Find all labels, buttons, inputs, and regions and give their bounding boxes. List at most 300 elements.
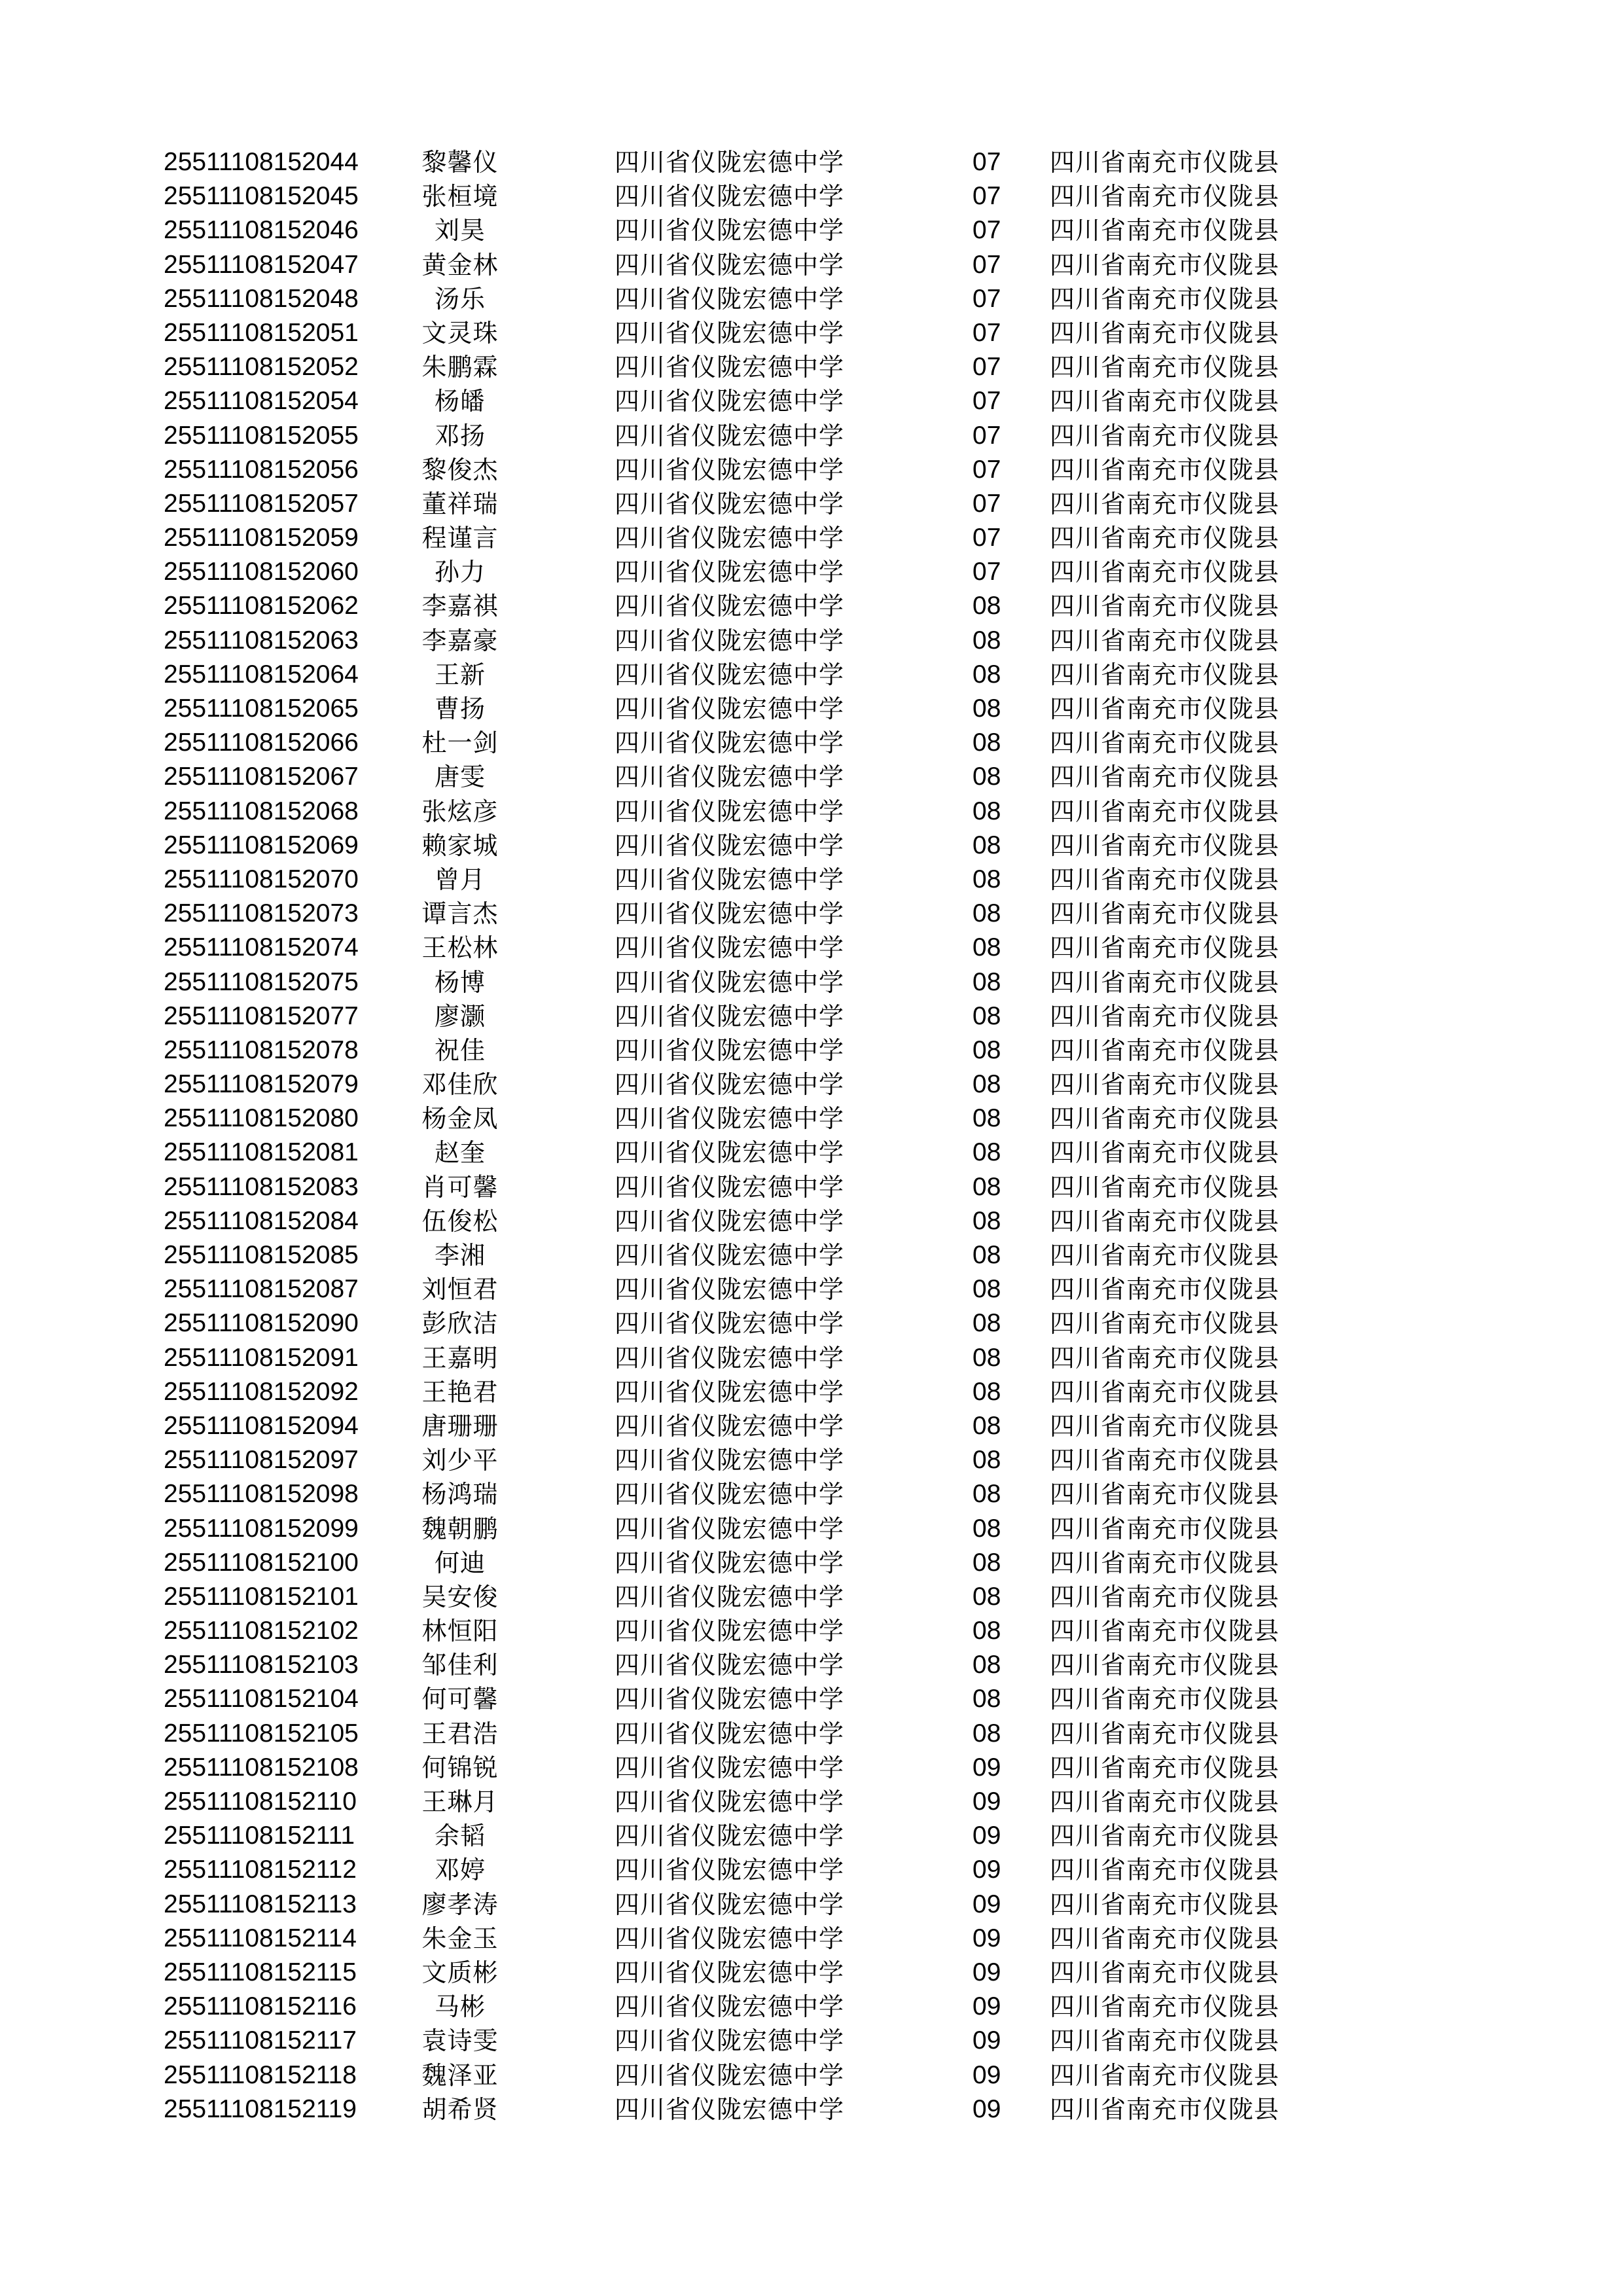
school-name-cell: 四川省仪陇宏德中学 [615,1172,845,1202]
school-name-cell: 四川省仪陇宏德中学 [615,1890,845,1919]
region-cell: 四川省南充市仪陇县 [1050,865,1280,894]
table-row [0,248,1623,282]
school-name-cell: 四川省仪陇宏德中学 [615,1958,845,1987]
candidate-id-cell: 25511108152101 [164,1582,359,1611]
region-cell: 四川省南充市仪陇县 [1050,1514,1280,1543]
candidate-id-cell: 25511108152057 [164,489,359,518]
region-cell: 四川省南充市仪陇县 [1050,1104,1280,1134]
class-code-cell: 08 [972,1070,1001,1099]
table-row [0,145,1623,179]
region-cell: 四川省南充市仪陇县 [1050,1309,1280,1338]
region-cell: 四川省南充市仪陇县 [1050,1685,1280,1714]
school-name-cell: 四川省仪陇宏德中学 [615,1070,845,1100]
table-row [0,1956,1623,1990]
student-name-cell: 魏朝鹏 [421,1514,499,1543]
candidate-id-cell: 25511108152102 [164,1617,359,1645]
school-name-cell: 四川省仪陇宏德中学 [615,318,845,348]
table-row [0,999,1623,1033]
table-row [0,1888,1623,1922]
candidate-id-cell: 25511108152103 [164,1651,359,1679]
table-row [0,931,1623,965]
student-name-cell: 祝佳 [434,1035,486,1065]
table-row [0,965,1623,999]
school-name-cell: 四川省仪陇宏德中学 [615,694,845,723]
student-name-cell: 文质彬 [421,1958,499,1987]
candidate-id-cell: 25511108152114 [164,1924,357,1952]
school-name-cell: 四川省仪陇宏德中学 [615,353,845,382]
region-cell: 四川省南充市仪陇县 [1050,1719,1280,1748]
candidate-id-cell: 25511108152054 [164,387,359,416]
region-cell: 四川省南充市仪陇县 [1050,728,1280,758]
candidate-id-cell: 25511108152091 [164,1343,359,1372]
table-row [0,2092,1623,2126]
candidate-id-cell: 25511108152080 [164,1104,359,1133]
student-name-cell: 廖灏 [434,1001,486,1031]
class-code-cell: 08 [972,933,1001,962]
school-name-cell: 四川省仪陇宏德中学 [615,1480,845,1509]
region-cell: 四川省南充市仪陇县 [1050,694,1280,723]
table-row [0,419,1623,453]
region-cell: 四川省南充市仪陇县 [1050,318,1280,348]
table-row [0,2024,1623,2058]
region-cell: 四川省南充市仪陇县 [1050,455,1280,484]
class-code-cell: 08 [972,762,1001,791]
class-code-cell: 08 [972,626,1001,655]
table-row [0,692,1623,726]
student-name-cell: 杜一剑 [421,728,499,758]
candidate-id-cell: 25511108152105 [164,1719,359,1748]
candidate-id-cell: 25511108152112 [164,1856,357,1884]
student-name-cell: 邓扬 [434,421,486,450]
school-name-cell: 四川省仪陇宏德中学 [615,250,845,279]
class-code-cell: 09 [972,1753,1001,1782]
candidate-id-cell: 25511108152074 [164,933,359,962]
class-code-cell: 08 [972,1309,1001,1338]
candidate-id-cell: 25511108152055 [164,421,359,450]
class-code-cell: 08 [972,1651,1001,1679]
class-code-cell: 08 [972,1138,1001,1167]
region-cell: 四川省南充市仪陇县 [1050,524,1280,553]
class-code-cell: 08 [972,1172,1001,1201]
class-code-cell: 07 [972,250,1001,279]
student-name-cell: 朱金玉 [421,1924,499,1953]
class-code-cell: 09 [972,2060,1001,2089]
candidate-id-cell: 25511108152118 [164,2060,357,2089]
region-cell: 四川省南充市仪陇县 [1050,967,1280,997]
candidate-id-cell: 25511108152092 [164,1377,359,1406]
candidate-id-cell: 25511108152075 [164,967,359,996]
region-cell: 四川省南充市仪陇县 [1050,1617,1280,1646]
candidate-id-cell: 25511108152116 [164,1992,357,2021]
region-cell: 四川省南充市仪陇县 [1050,762,1280,792]
table-row [0,521,1623,555]
class-code-cell: 09 [972,1924,1001,1952]
student-name-cell: 李嘉祺 [421,592,499,621]
school-name-cell: 四川省仪陇宏德中学 [615,1992,845,2022]
table-row [0,760,1623,794]
school-name-cell: 四川省仪陇宏德中学 [615,1104,845,1134]
region-cell: 四川省南充市仪陇县 [1050,2026,1280,2056]
student-name-cell: 曹扬 [434,694,486,723]
region-cell: 四川省南充市仪陇县 [1050,1001,1280,1031]
region-cell: 四川省南充市仪陇县 [1050,558,1280,587]
candidate-id-cell: 25511108152056 [164,455,359,484]
school-name-cell: 四川省仪陇宏德中学 [615,421,845,450]
school-name-cell: 四川省仪陇宏德中学 [615,762,845,792]
region-cell: 四川省南充市仪陇县 [1050,1856,1280,1885]
table-row [0,1990,1623,2024]
candidate-id-cell: 25511108152060 [164,558,359,586]
school-name-cell: 四川省仪陇宏德中学 [615,284,845,314]
school-name-cell: 四川省仪陇宏德中学 [615,1377,845,1407]
region-cell: 四川省南充市仪陇县 [1050,1480,1280,1509]
student-name-cell: 肖可馨 [421,1172,499,1202]
region-cell: 四川省南充市仪陇县 [1050,1651,1280,1680]
table-row [0,1853,1623,1887]
candidate-id-cell: 25511108152117 [164,2026,357,2055]
region-cell: 四川省南充市仪陇县 [1050,1548,1280,1577]
student-name-cell: 王琳月 [421,1787,499,1816]
class-code-cell: 08 [972,831,1001,859]
school-name-cell: 四川省仪陇宏德中学 [615,1138,845,1168]
candidate-id-cell: 25511108152113 [164,1890,357,1918]
student-name-cell: 王艳君 [421,1377,499,1407]
candidate-id-cell: 25511108152090 [164,1309,359,1338]
region-cell: 四川省南充市仪陇县 [1050,1411,1280,1441]
school-name-cell: 四川省仪陇宏德中学 [615,899,845,929]
student-name-cell: 胡希贤 [421,2094,499,2124]
candidate-id-cell: 25511108152052 [164,353,359,382]
school-name-cell: 四川省仪陇宏德中学 [615,1856,845,1885]
candidate-id-cell: 25511108152098 [164,1480,359,1509]
candidate-id-cell: 25511108152065 [164,694,359,723]
region-cell: 四川省南充市仪陇县 [1050,1206,1280,1236]
table-row [0,1272,1623,1306]
student-name-cell: 王新 [434,660,486,689]
student-name-cell: 程谨言 [421,524,499,553]
region-cell: 四川省南充市仪陇县 [1050,182,1280,211]
class-code-cell: 07 [972,182,1001,211]
student-name-cell: 王君浩 [421,1719,499,1748]
table-row [0,1102,1623,1136]
table-row [0,1409,1623,1443]
school-name-cell: 四川省仪陇宏德中学 [615,1206,845,1236]
region-cell: 四川省南充市仪陇县 [1050,284,1280,314]
class-code-cell: 07 [972,455,1001,484]
class-code-cell: 08 [972,1241,1001,1269]
class-code-cell: 08 [972,1206,1001,1235]
school-name-cell: 四川省仪陇宏德中学 [615,148,845,177]
student-name-cell: 吴安俊 [421,1582,499,1611]
table-row [0,1341,1623,1375]
region-cell: 四川省南充市仪陇县 [1050,831,1280,860]
region-cell: 四川省南充市仪陇县 [1050,797,1280,826]
table-row [0,1067,1623,1102]
student-name-cell: 袁诗雯 [421,2026,499,2056]
class-code-cell: 08 [972,1514,1001,1543]
class-code-cell: 08 [972,592,1001,620]
class-code-cell: 07 [972,353,1001,382]
table-row [0,658,1623,692]
region-cell: 四川省南充市仪陇县 [1050,1582,1280,1611]
region-cell: 四川省南充市仪陇县 [1050,1753,1280,1782]
class-code-cell: 08 [972,1411,1001,1440]
table-row [0,624,1623,658]
class-code-cell: 07 [972,318,1001,347]
student-name-cell: 彭欣洁 [421,1309,499,1338]
student-name-cell: 张炫彦 [421,797,499,826]
table-row [0,829,1623,863]
class-code-cell: 07 [972,489,1001,518]
table-row [0,213,1623,247]
candidate-id-cell: 25511108152087 [164,1275,359,1304]
table-row [0,179,1623,213]
table-row [0,555,1623,589]
region-cell: 四川省南充市仪陇县 [1050,1890,1280,1919]
candidate-id-cell: 25511108152070 [164,865,359,893]
student-name-cell: 魏泽亚 [421,2060,499,2090]
school-name-cell: 四川省仪陇宏德中学 [615,524,845,553]
class-code-cell: 09 [972,1958,1001,1986]
school-name-cell: 四川省仪陇宏德中学 [615,1446,845,1475]
school-name-cell: 四川省仪陇宏德中学 [615,1035,845,1065]
class-code-cell: 09 [972,1787,1001,1816]
region-cell: 四川省南充市仪陇县 [1050,1821,1280,1851]
candidate-id-cell: 25511108152047 [164,250,359,279]
table-row [0,1170,1623,1204]
region-cell: 四川省南充市仪陇县 [1050,1241,1280,1270]
school-name-cell: 四川省仪陇宏德中学 [615,592,845,621]
student-name-cell: 黎俊杰 [421,455,499,484]
student-name-cell: 刘恒君 [421,1275,499,1304]
class-code-cell: 07 [972,216,1001,245]
student-name-cell: 王松林 [421,933,499,963]
region-cell: 四川省南充市仪陇县 [1050,626,1280,655]
student-name-cell: 李湘 [434,1241,486,1270]
table-row [0,350,1623,384]
candidate-id-cell: 25511108152094 [164,1411,359,1440]
candidate-id-cell: 25511108152069 [164,831,359,859]
school-name-cell: 四川省仪陇宏德中学 [615,216,845,245]
candidate-id-cell: 25511108152119 [164,2094,357,2123]
table-row [0,453,1623,487]
region-cell: 四川省南充市仪陇县 [1050,592,1280,621]
candidate-id-cell: 25511108152067 [164,762,359,791]
table-row [0,1580,1623,1614]
student-name-cell: 刘昊 [434,216,486,245]
region-cell: 四川省南充市仪陇县 [1050,1035,1280,1065]
class-code-cell: 08 [972,660,1001,689]
class-code-cell: 07 [972,524,1001,552]
student-name-cell: 谭言杰 [421,899,499,929]
table-row [0,384,1623,418]
school-name-cell: 四川省仪陇宏德中学 [615,1582,845,1611]
table-row [0,1477,1623,1511]
student-name-cell: 黄金林 [421,250,499,279]
school-name-cell: 四川省仪陇宏德中学 [615,626,845,655]
table-row [0,2058,1623,2092]
table-row [0,1238,1623,1272]
class-code-cell: 09 [972,2094,1001,2123]
class-code-cell: 07 [972,558,1001,586]
student-name-cell: 何可馨 [421,1685,499,1714]
class-code-cell: 08 [972,1275,1001,1304]
student-name-cell: 杨博 [434,967,486,997]
student-name-cell: 邓佳欣 [421,1070,499,1100]
school-name-cell: 四川省仪陇宏德中学 [615,1241,845,1270]
region-cell: 四川省南充市仪陇县 [1050,250,1280,279]
class-code-cell: 08 [972,1035,1001,1064]
school-name-cell: 四川省仪陇宏德中学 [615,1617,845,1646]
student-name-cell: 李嘉豪 [421,626,499,655]
region-cell: 四川省南充市仪陇县 [1050,660,1280,689]
student-name-cell: 黎馨仪 [421,148,499,177]
student-name-cell: 何迪 [434,1548,486,1577]
class-code-cell: 08 [972,1685,1001,1713]
student-name-cell: 赵奎 [434,1138,486,1168]
table-row [0,1614,1623,1648]
region-cell: 四川省南充市仪陇县 [1050,1343,1280,1372]
school-name-cell: 四川省仪陇宏德中学 [615,1651,845,1680]
class-code-cell: 08 [972,728,1001,757]
table-row [0,1204,1623,1238]
candidate-id-cell: 25511108152099 [164,1514,359,1543]
class-code-cell: 07 [972,421,1001,450]
candidate-id-cell: 25511108152104 [164,1685,359,1713]
class-code-cell: 08 [972,899,1001,928]
student-name-cell: 何锦锐 [421,1753,499,1782]
school-name-cell: 四川省仪陇宏德中学 [615,489,845,518]
class-code-cell: 07 [972,387,1001,416]
table-row [0,1443,1623,1477]
class-code-cell: 08 [972,1480,1001,1509]
candidate-id-cell: 25511108152051 [164,318,359,347]
school-name-cell: 四川省仪陇宏德中学 [615,1719,845,1748]
table-row [0,1785,1623,1819]
candidate-id-cell: 25511108152108 [164,1753,359,1782]
table-row [0,589,1623,623]
table-row [0,1648,1623,1682]
school-name-cell: 四川省仪陇宏德中学 [615,1548,845,1577]
region-cell: 四川省南充市仪陇县 [1050,148,1280,177]
class-code-cell: 08 [972,1548,1001,1577]
class-code-cell: 09 [972,1821,1001,1850]
school-name-cell: 四川省仪陇宏德中学 [615,1343,845,1372]
student-name-cell: 文灵珠 [421,318,499,348]
school-name-cell: 四川省仪陇宏德中学 [615,728,845,758]
candidate-id-cell: 25511108152062 [164,592,359,620]
region-cell: 四川省南充市仪陇县 [1050,1787,1280,1816]
school-name-cell: 四川省仪陇宏德中学 [615,2060,845,2090]
class-code-cell: 08 [972,797,1001,825]
candidate-id-cell: 25511108152048 [164,284,359,313]
region-cell: 四川省南充市仪陇县 [1050,1377,1280,1407]
class-code-cell: 09 [972,1992,1001,2021]
student-name-cell: 唐雯 [434,762,486,792]
school-name-cell: 四川省仪陇宏德中学 [615,1001,845,1031]
school-name-cell: 四川省仪陇宏德中学 [615,387,845,416]
student-name-cell: 赖家城 [421,831,499,860]
region-cell: 四川省南充市仪陇县 [1050,216,1280,245]
school-name-cell: 四川省仪陇宏德中学 [615,1309,845,1338]
student-name-cell: 邹佳利 [421,1651,499,1680]
candidate-id-cell: 25511108152115 [164,1958,357,1986]
class-code-cell: 08 [972,1343,1001,1372]
candidate-id-cell: 25511108152083 [164,1172,359,1201]
table-row [0,487,1623,521]
school-name-cell: 四川省仪陇宏德中学 [615,967,845,997]
class-code-cell: 07 [972,284,1001,313]
student-name-cell: 唐珊珊 [421,1411,499,1441]
student-name-cell: 杨金凤 [421,1104,499,1134]
student-name-cell: 伍俊松 [421,1206,499,1236]
school-name-cell: 四川省仪陇宏德中学 [615,1924,845,1953]
region-cell: 四川省南充市仪陇县 [1050,387,1280,416]
student-name-cell: 汤乐 [434,284,486,314]
class-code-cell: 08 [972,1582,1001,1611]
school-name-cell: 四川省仪陇宏德中学 [615,2094,845,2124]
table-row [0,1512,1623,1546]
table-row [0,795,1623,829]
student-name-cell: 杨鸿瑞 [421,1480,499,1509]
region-cell: 四川省南充市仪陇县 [1050,1138,1280,1168]
table-row [0,1922,1623,1956]
school-name-cell: 四川省仪陇宏德中学 [615,1275,845,1304]
school-name-cell: 四川省仪陇宏德中学 [615,455,845,484]
table-row [0,897,1623,931]
school-name-cell: 四川省仪陇宏德中学 [615,1821,845,1851]
candidate-id-cell: 25511108152066 [164,728,359,757]
class-code-cell: 08 [972,1446,1001,1475]
school-name-cell: 四川省仪陇宏德中学 [615,1787,845,1816]
region-cell: 四川省南充市仪陇县 [1050,2060,1280,2090]
table-row [0,282,1623,316]
roster-table [0,145,1623,2126]
table-row [0,1717,1623,1751]
region-cell: 四川省南充市仪陇县 [1050,421,1280,450]
region-cell: 四川省南充市仪陇县 [1050,2094,1280,2124]
class-code-cell: 08 [972,1104,1001,1133]
region-cell: 四川省南充市仪陇县 [1050,1958,1280,1987]
class-code-cell: 08 [972,694,1001,723]
student-name-cell: 余韬 [434,1821,486,1851]
student-name-cell: 曾月 [434,865,486,894]
student-name-cell: 朱鹏霖 [421,353,499,382]
table-row [0,1136,1623,1170]
table-row [0,1033,1623,1067]
candidate-id-cell: 25511108152063 [164,626,359,655]
region-cell: 四川省南充市仪陇县 [1050,1275,1280,1304]
table-row [0,316,1623,350]
candidate-id-cell: 25511108152085 [164,1241,359,1269]
table-row [0,1751,1623,1785]
region-cell: 四川省南充市仪陇县 [1050,353,1280,382]
school-name-cell: 四川省仪陇宏德中学 [615,660,845,689]
class-code-cell: 08 [972,1001,1001,1030]
student-name-cell: 林恒阳 [421,1617,499,1646]
school-name-cell: 四川省仪陇宏德中学 [615,558,845,587]
candidate-id-cell: 25511108152081 [164,1138,359,1167]
table-row [0,726,1623,760]
student-name-cell: 廖孝涛 [421,1890,499,1919]
candidate-id-cell: 25511108152044 [164,148,359,176]
school-name-cell: 四川省仪陇宏德中学 [615,1411,845,1441]
region-cell: 四川省南充市仪陇县 [1050,1446,1280,1475]
school-name-cell: 四川省仪陇宏德中学 [615,182,845,211]
region-cell: 四川省南充市仪陇县 [1050,1992,1280,2022]
student-name-cell: 杨皤 [434,387,486,416]
class-code-cell: 08 [972,967,1001,996]
